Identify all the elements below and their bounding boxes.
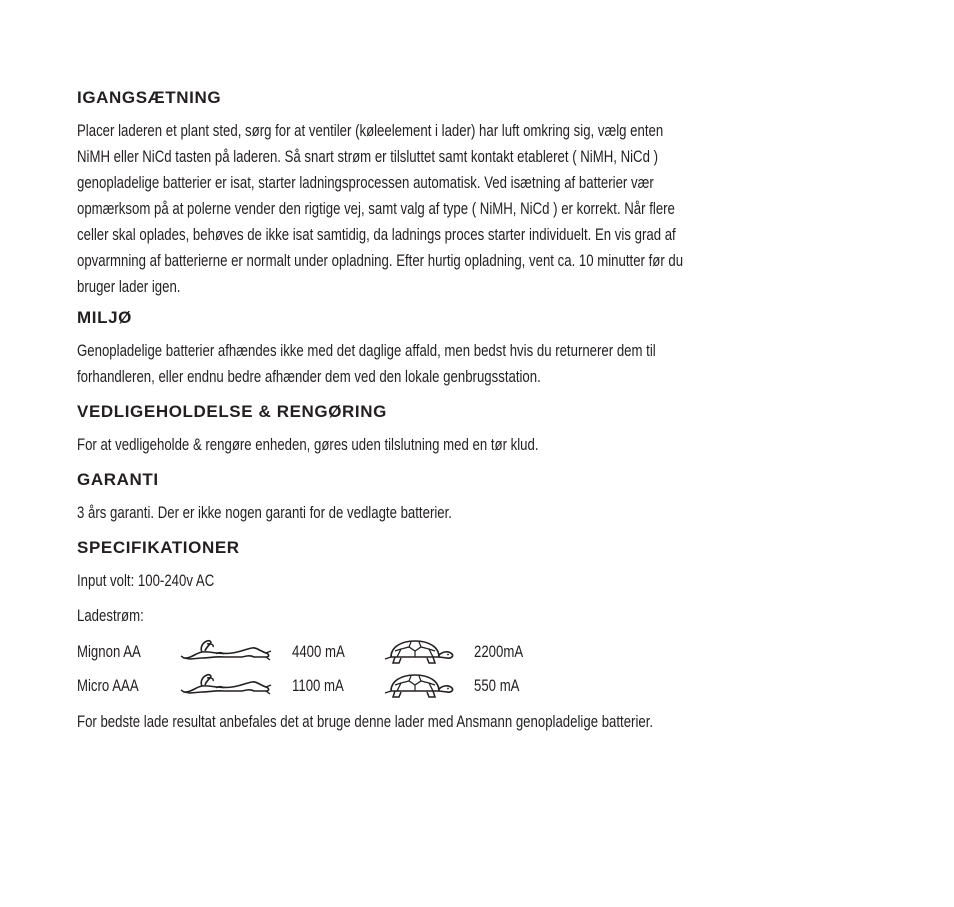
battery-type-label: Mignon AA: [77, 643, 141, 661]
paragraph-igangsaetning: Placer laderen et plant sted, sørg for at ventiler (køleelement i lader) har luft omkring sig, vælg enten NiMH eller NiCd tasten på laderen. Så snart strøm er tilsluttet samt kontakt etableret ( NiMH, NiCd ) genopladelige batterier er isat, starter ladningsprocessen automatisk. Ved isætning af batterier vær opmærksom på at polerne vender den rigtige vej, samt valg af type ( NiMH, NiCd ) er korrekt. Når flere celler skal oplades, behøves de ikke isat samtidig, da ladnings proces starter individuelt. En vis grad af opvarmning af batterierne er normalt under opladning. Efter hurtig opladning, vent ca. 10 minutter før du bruger lader igen.: [77, 122, 684, 296]
slow-charge-value: 550 mA: [474, 677, 520, 695]
heading-vedligeholdelse: VEDLIGEHOLDELSE & RENGØRING: [77, 402, 387, 421]
spec-charge-current-label: Ladestrøm:: [77, 607, 144, 625]
turtle-icon: [383, 635, 455, 669]
spec-input-volt: Input volt: 100-240v AC: [77, 572, 215, 590]
manual-page: [77, 86, 877, 735]
heading-specifikationer: SPECIFIKATIONER: [77, 538, 240, 557]
hare-icon: [180, 639, 272, 663]
slow-charge-value: 2200mA: [474, 643, 524, 661]
rate-row-mignon-aa: [77, 637, 877, 671]
heading-miljo: MILJØ: [77, 308, 132, 327]
turtle-icon: [383, 669, 455, 703]
hare-icon: [180, 673, 272, 697]
heading-igangsaetning: IGANGSÆTNING: [77, 88, 222, 107]
battery-type-label: Micro AAA: [77, 677, 139, 695]
heading-garanti: GARANTI: [77, 470, 159, 489]
paragraph-vedligeholdelse: For at vedligeholde & rengøre enheden, gøres uden tilslutning med en tør klud.: [77, 436, 539, 454]
rate-row-micro-aaa: [77, 671, 877, 705]
fast-charge-value: 4400 mA: [292, 643, 345, 661]
fast-charge-value: 1100 mA: [292, 677, 344, 695]
paragraph-miljo: Genopladelige batterier afhændes ikke med det daglige affald, men bedst hvis du returnerer dem til forhandleren, eller endnu bedre afhænder dem ved den lokale genbrugsstation.: [77, 342, 656, 386]
charge-rate-table: [77, 637, 877, 705]
charging-recommendation: For bedste lade resultat anbefales det at bruge denne lader med Ansmann genopladelige batterier.: [77, 713, 654, 731]
paragraph-garanti: 3 års garanti. Der er ikke nogen garanti for de vedlagte batterier.: [77, 504, 452, 522]
